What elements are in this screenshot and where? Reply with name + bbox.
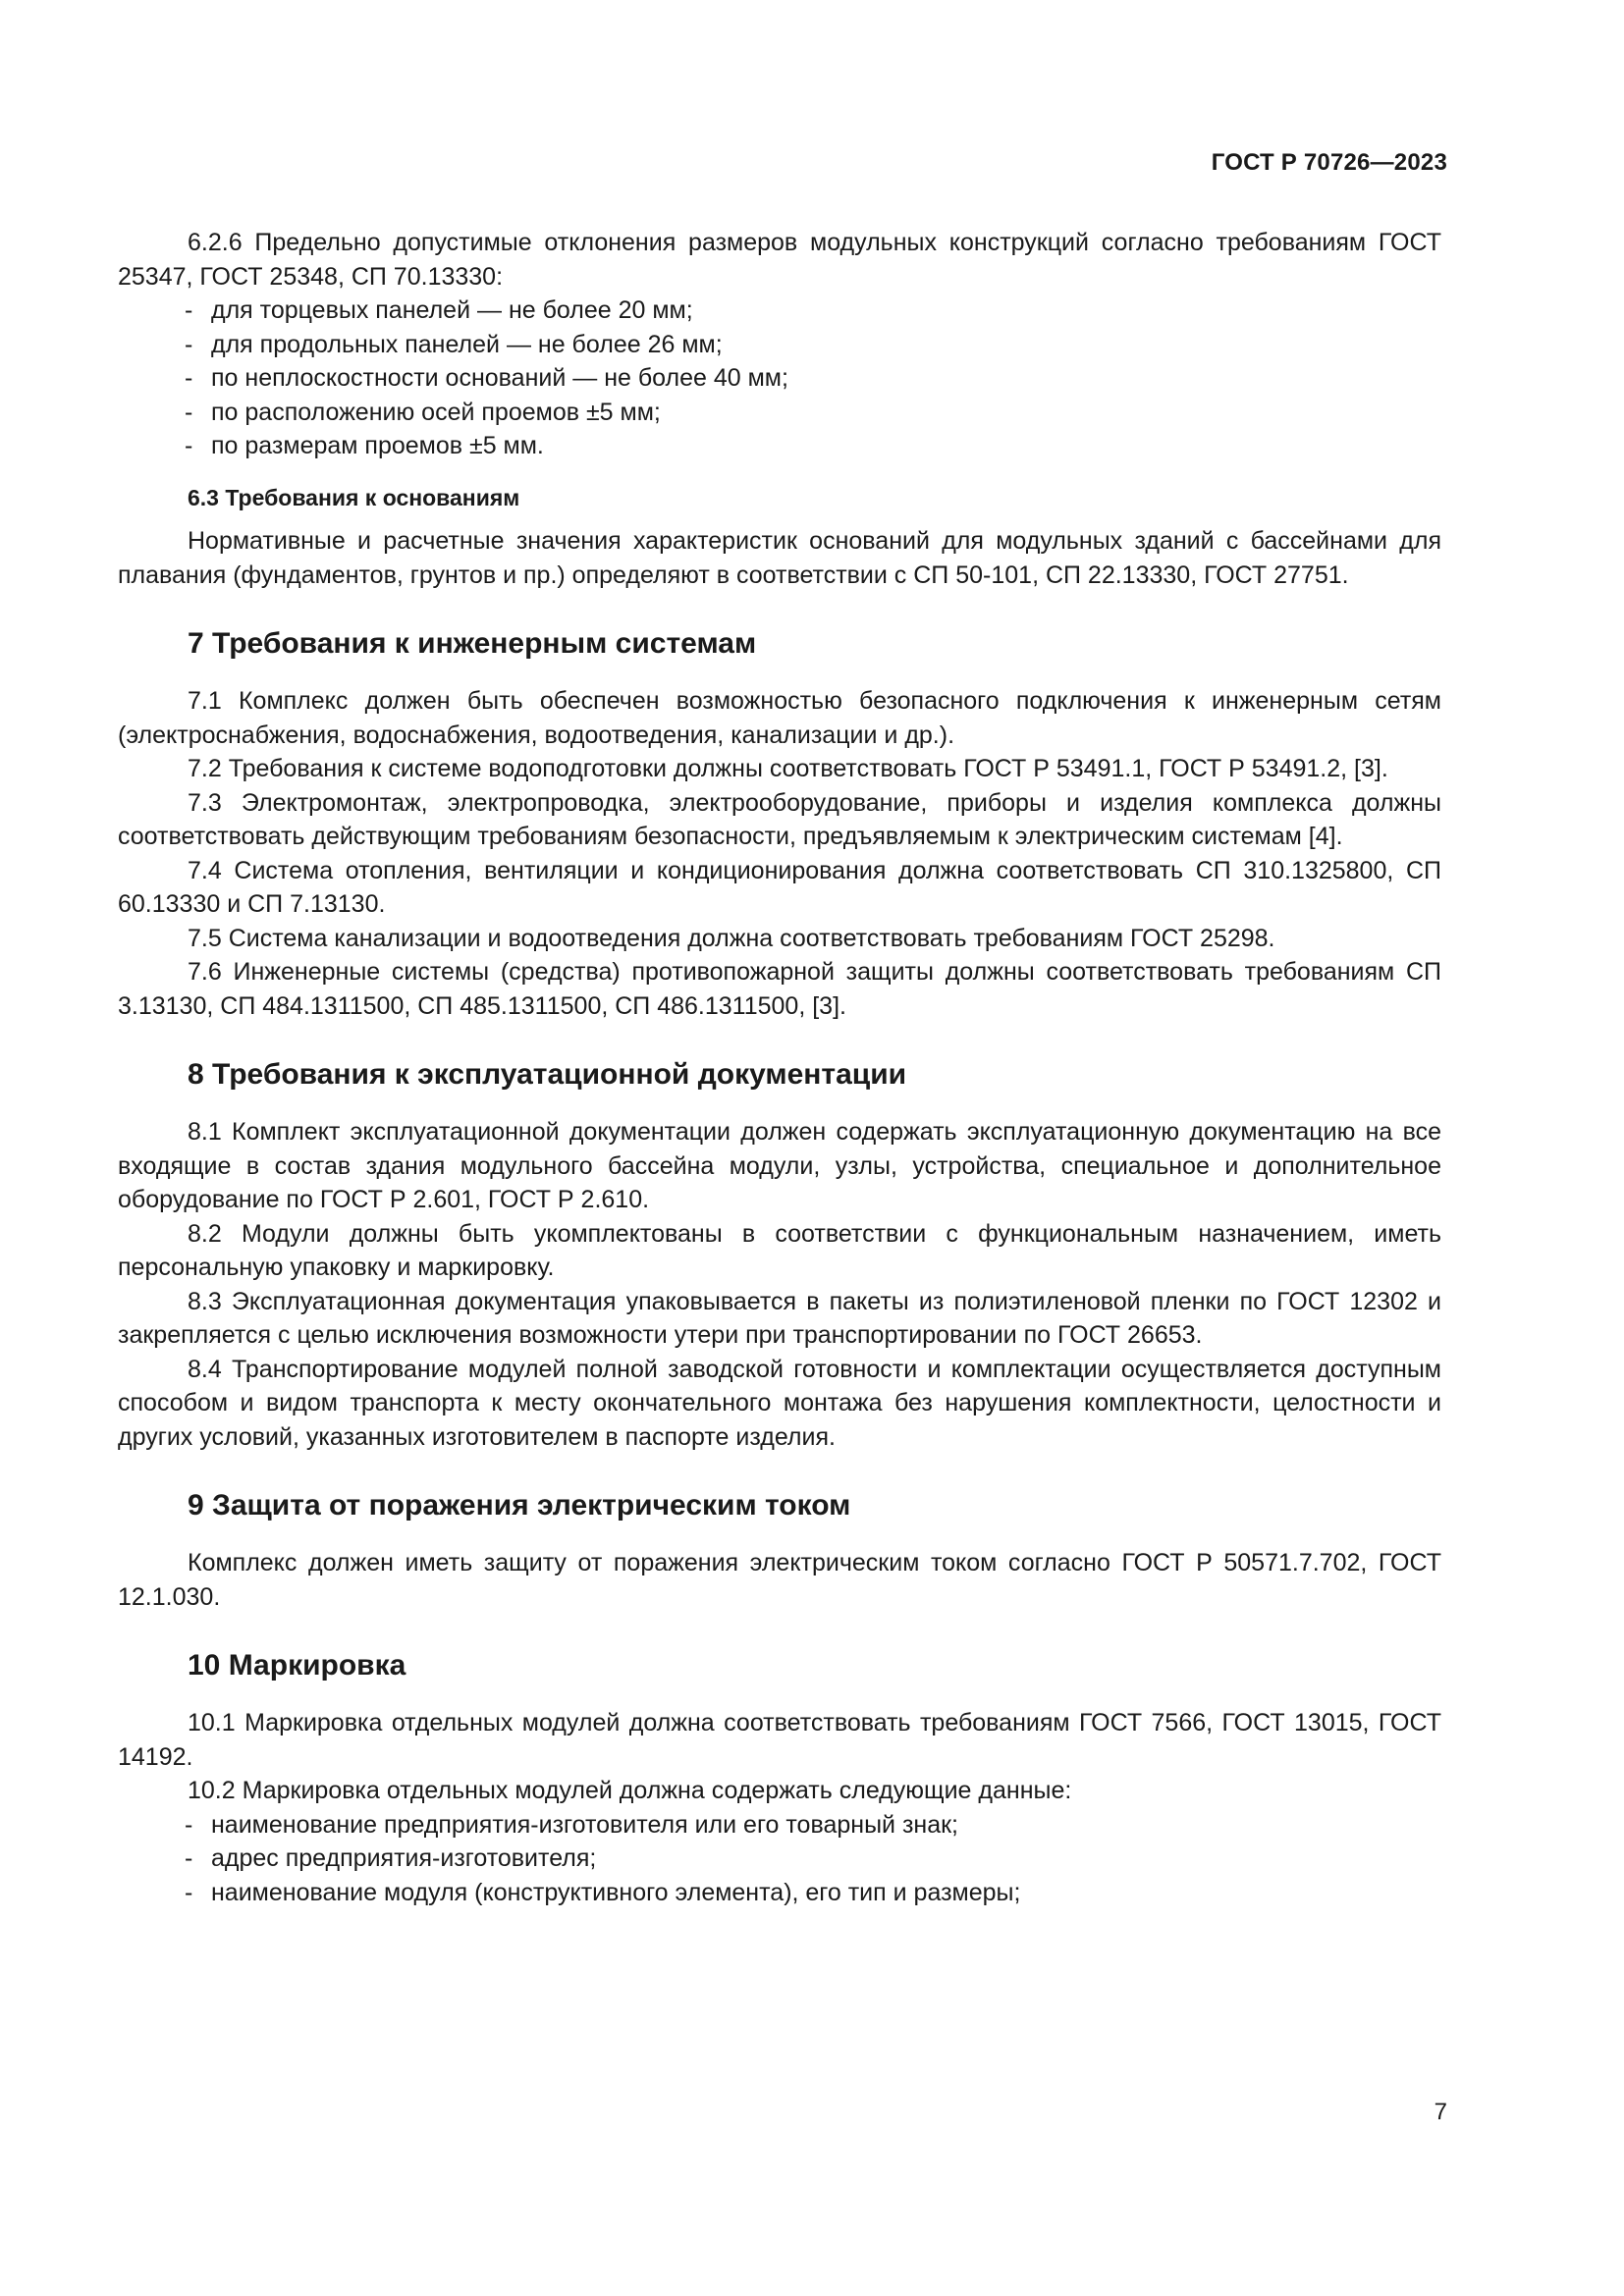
paragraph-8-2: 8.2 Модули должны быть укомплектованы в соответствии с функциональным назначением, иметь персональную упаковку и маркировку. <box>118 1219 1441 1281</box>
paragraph-7-1: 7.1 Комплекс должен быть обеспечен возможностью безопасного подключения к инженерным сетям (электроснабжения, водоснабжения, водоотведения, канализации и др.). <box>118 687 1441 749</box>
section-title-7: 7 Требования к инженерным системам <box>188 627 757 660</box>
paragraph-8-4: 8.4 Транспортирование модулей полной заводской готовности и комплектации осуществляется доступным способом и видом транспорта к месту окончательного монтажа без нарушения комплектности, целостности и других условий, указанных изготовителем в паспорте изделия. <box>118 1355 1441 1451</box>
list-item: - адрес предприятия-изготовителя; <box>185 1844 597 1872</box>
document-body <box>118 226 1441 1909</box>
paragraph-8-1: 8.1 Комплект эксплуатационной документации должен содержать эксплуатационную документацию на все входящие в состав здания модульного бассейна модули, узлы, устройства, специальное и дополнительное оборудование по ГОСТ Р 2.601, ГОСТ Р 2.610. <box>118 1118 1441 1213</box>
paragraph-7-3: 7.3 Электромонтаж, электропроводка, электрооборудование, приборы и изделия комплекса должны соответствовать действующим требованиям безопасности, предъявляемым к электрическим системам [4]. <box>118 788 1441 850</box>
list-10-2 <box>118 1808 1441 1910</box>
list-6-2-6 <box>118 294 1441 463</box>
list-item: - для продольных панелей — не более 26 мм; <box>185 330 723 358</box>
paragraph-10-2: 10.2 Маркировка отдельных модулей должна содержать следующие данные: <box>188 1777 1072 1804</box>
section-title-8: 8 Требования к эксплуатационной документации <box>188 1058 907 1091</box>
paragraph-6-3: Нормативные и расчетные значения характеристик оснований для модульных зданий с бассейнами для плавания (фундаментов, грунтов и пр.) определяют в соответствии с СП 50-101, СП 22.13330, ГОСТ 27751. <box>118 527 1441 589</box>
section-title-10: 10 Маркировка <box>188 1649 406 1682</box>
subsection-title-6-3: 6.3 Требования к основаниям <box>188 484 520 510</box>
paragraph-7-4: 7.4 Система отопления, вентиляции и кондиционирования должна соответствовать СП 310.1325800, СП 60.13330 и СП 7.13130. <box>118 856 1441 918</box>
paragraph-6-2-6: 6.2.6 Предельно допустимые отклонения размеров модульных конструкций согласно требованиям ГОСТ 25347, ГОСТ 25348, СП 70.13330: <box>118 229 1441 291</box>
list-item: - по расположению осей проемов ±5 мм; <box>185 398 661 426</box>
paragraph-7-6: 7.6 Инженерные системы (средства) противопожарной защиты должны соответствовать требованиям СП 3.13130, СП 484.1311500, СП 485.1311500, СП 486.1311500, [3]. <box>118 958 1441 1020</box>
paragraph-10-1: 10.1 Маркировка отдельных модулей должна соответствовать требованиям ГОСТ 7566, ГОСТ 13015, ГОСТ 14192. <box>118 1709 1441 1771</box>
list-item: - наименование модуля (конструктивного элемента), его тип и размеры; <box>185 1878 1021 1906</box>
section-title-9: 9 Защита от поражения электрическим током <box>188 1489 851 1522</box>
paragraph-7-2: 7.2 Требования к системе водоподготовки должны соответствовать ГОСТ Р 53491.1, ГОСТ Р 53491.2, [3]. <box>188 755 1388 782</box>
list-item: - наименование предприятия-изготовителя или его товарный знак; <box>185 1810 958 1839</box>
list-item: - для торцевых панелей — не более 20 мм; <box>185 296 693 324</box>
list-item: - по неплоскостности оснований — не более 40 мм; <box>185 364 788 392</box>
page-number: 7 <box>1434 2099 1447 2125</box>
document-header: ГОСТ Р 70726—2023 <box>1211 149 1447 176</box>
list-item: - по размерам проемов ±5 мм. <box>185 432 544 459</box>
paragraph-7-5: 7.5 Система канализации и водоотведения должна соответствовать требованиям ГОСТ 25298. <box>188 924 1275 952</box>
paragraph-8-3: 8.3 Эксплуатационная документация упаковывается в пакеты из полиэтиленовой пленки по ГОСТ 12302 и закрепляется с целью исключения возможности утери при транспортировании по ГОСТ 26653. <box>118 1287 1441 1349</box>
paragraph-9: Комплекс должен иметь защиту от поражения электрическим током согласно ГОСТ Р 50571.7.702, ГОСТ 12.1.030. <box>118 1549 1441 1611</box>
